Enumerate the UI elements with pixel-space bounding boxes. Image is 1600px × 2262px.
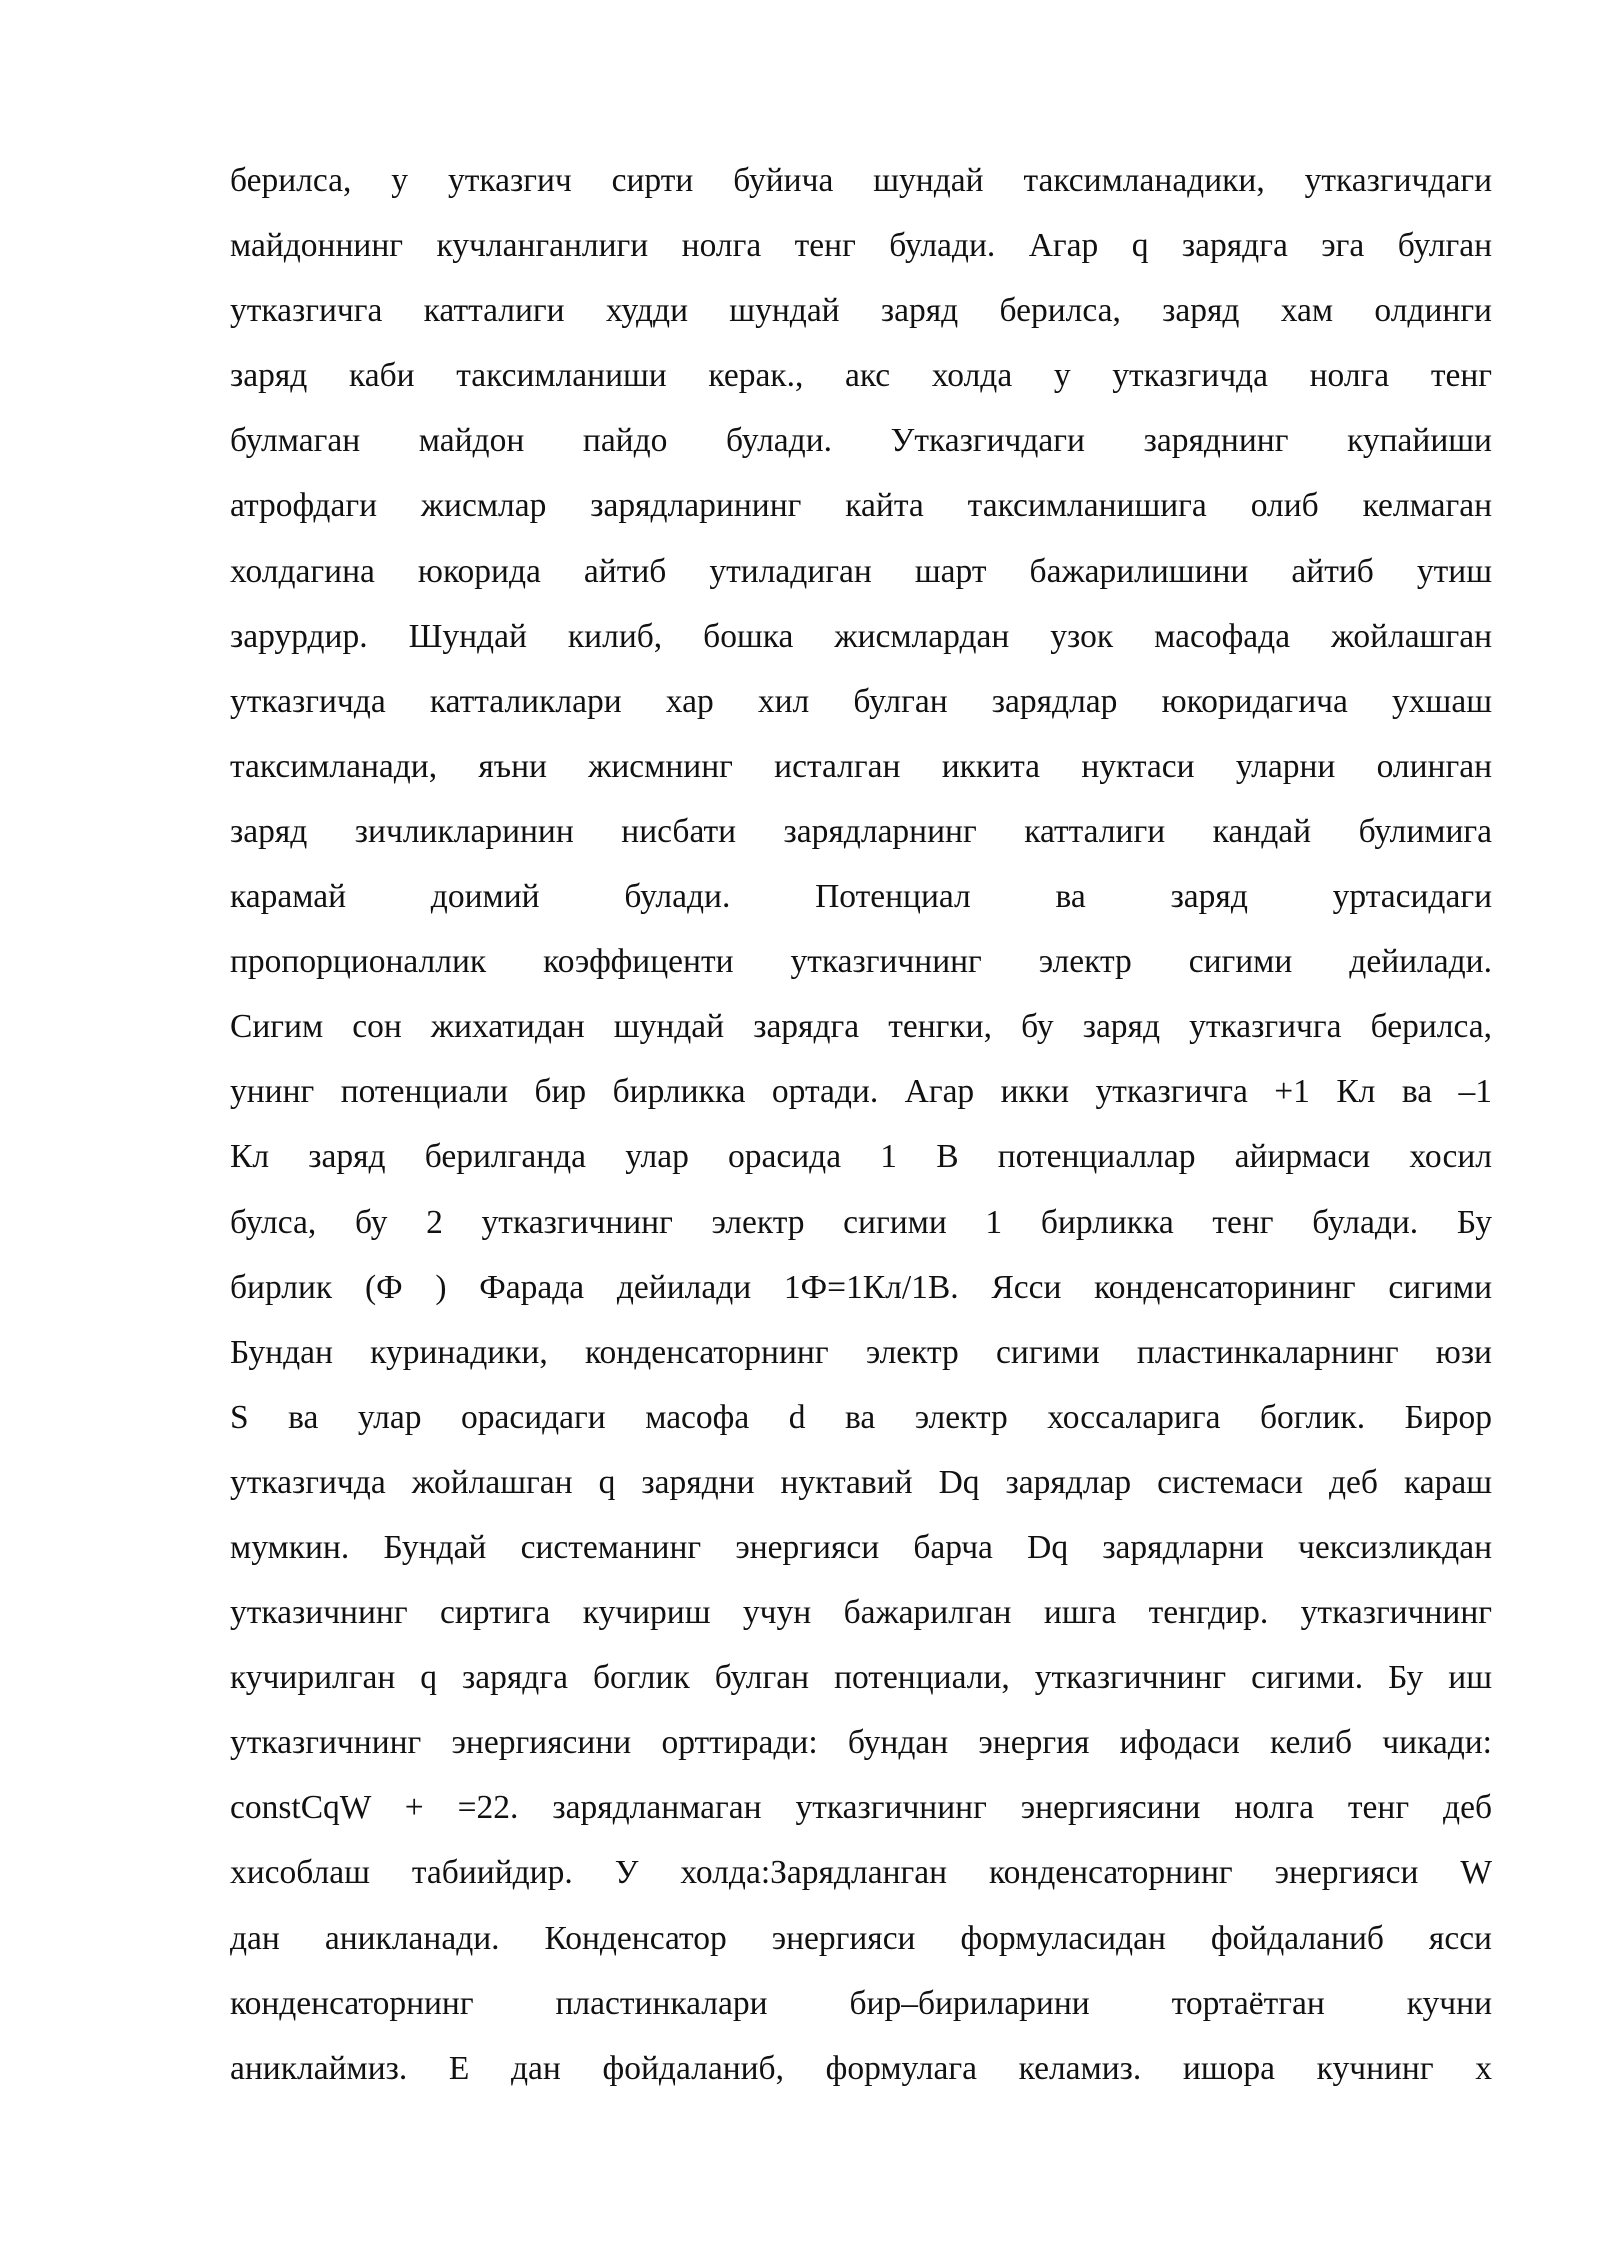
text-line: Кл заряд берилганда улар орасида 1 В потенциаллар айирмаси хосил — [230, 1138, 1492, 1176]
text-line: бирлик (Ф ) Фарада дейилади 1Ф=1Кл/1В. Ясси конденсаторининг сигими — [230, 1268, 1492, 1306]
text-line: булса, бу 2 утказгичнинг электр сигими 1 бирликка тенг булади. Бу — [230, 1203, 1492, 1241]
text-line: таксимланади, яъни жисмнинг исталган иккита нуктаси уларни олинган — [230, 747, 1492, 785]
text-line: пропорционаллик коэффиценти утказгичнинг электр сигими дейилади. — [230, 943, 1492, 981]
text-line: утказичнинг сиртига кучириш учун бажарилган ишга тенгдир. утказгичнинг — [230, 1594, 1492, 1632]
text-line: утказгичда катталиклари хар хил булган зарядлар юкоридагича ухшаш — [230, 682, 1492, 720]
text-line: холдагина юкорида айтиб утиладиган шарт бажарилишини айтиб утиш — [230, 552, 1492, 590]
text-line: майдоннинг кучланганлиги нолга тенг булади. Агар q зарядга эга булган — [230, 227, 1492, 265]
text-line: хисоблаш табиийдир. У холда:Зарядланган конденсаторнинг энергияси W — [230, 1854, 1492, 1892]
text-line: заряд зичликларинин нисбати зарядларнинг катталиги кандай булимига — [230, 812, 1492, 850]
text-line: мумкин. Бундай системанинг энергияси барча Dq зарядларни чексизликдан — [230, 1528, 1492, 1566]
text-line: Сигим сон жихатидан шундай зарядга тенгки, бу заряд утказгичга берилса, — [230, 1008, 1492, 1046]
text-line: конденсаторнинг пластинкалари бир–бириларини тортаётган кучни — [230, 1984, 1492, 2022]
text-line: дан аникланади. Конденсатор энергияси формуласидан фойдаланиб ясси — [230, 1919, 1492, 1957]
text-line: constCqW + =22. зарядланмаган утказгичнинг энергиясини нолга тенг деб — [230, 1789, 1492, 1827]
text-line: S ва улар орасидаги масофа d ва электр хоссаларига боглик. Бирор — [230, 1398, 1492, 1436]
text-line: зарурдир. Шундай килиб, бошка жисмлардан узок масофада жойлашган — [230, 617, 1492, 655]
text-line: утказгичда жойлашган q зарядни нуктавий Dq зарядлар системаси деб караш — [230, 1463, 1492, 1501]
text-line: атрофдаги жисмлар зарядларининг кайта таксимланишига олиб келмаган — [230, 487, 1492, 525]
text-line: унинг потенциали бир бирликка ортади. Агар икки утказгичга +1 Кл ва –1 — [230, 1073, 1492, 1111]
text-line: карамай доимий булади. Потенциал ва заряд уртасидаги — [230, 878, 1492, 916]
text-line: аниклаймиз. Е дан фойдаланиб, формулага келамиз. ишора кучнинг х — [230, 2049, 1492, 2087]
text-line: утказгичга катталиги худди шундай заряд берилса, заряд хам олдинги — [230, 292, 1492, 330]
text-line: булмаган майдон пайдо булади. Утказгичдаги заряднинг купайиши — [230, 422, 1492, 460]
text-line: утказгичнинг энергиясини орттиради: бундан энергия ифодаси келиб чикади: — [230, 1724, 1492, 1762]
text-line: кучирилган q зарядга боглик булган потенциали, утказгичнинг сигими. Бу иш — [230, 1659, 1492, 1697]
body-text — [230, 148, 1492, 2101]
text-line: заряд каби таксимланиши керак., акс холда у утказгичда нолга тенг — [230, 357, 1492, 395]
text-line: берилса, у утказгич сирти буйича шундай таксимланадики, утказгичдаги — [230, 162, 1492, 199]
text-line: Бундан куринадики, конденсаторнинг электр сигими пластинкаларнинг юзи — [230, 1333, 1492, 1371]
